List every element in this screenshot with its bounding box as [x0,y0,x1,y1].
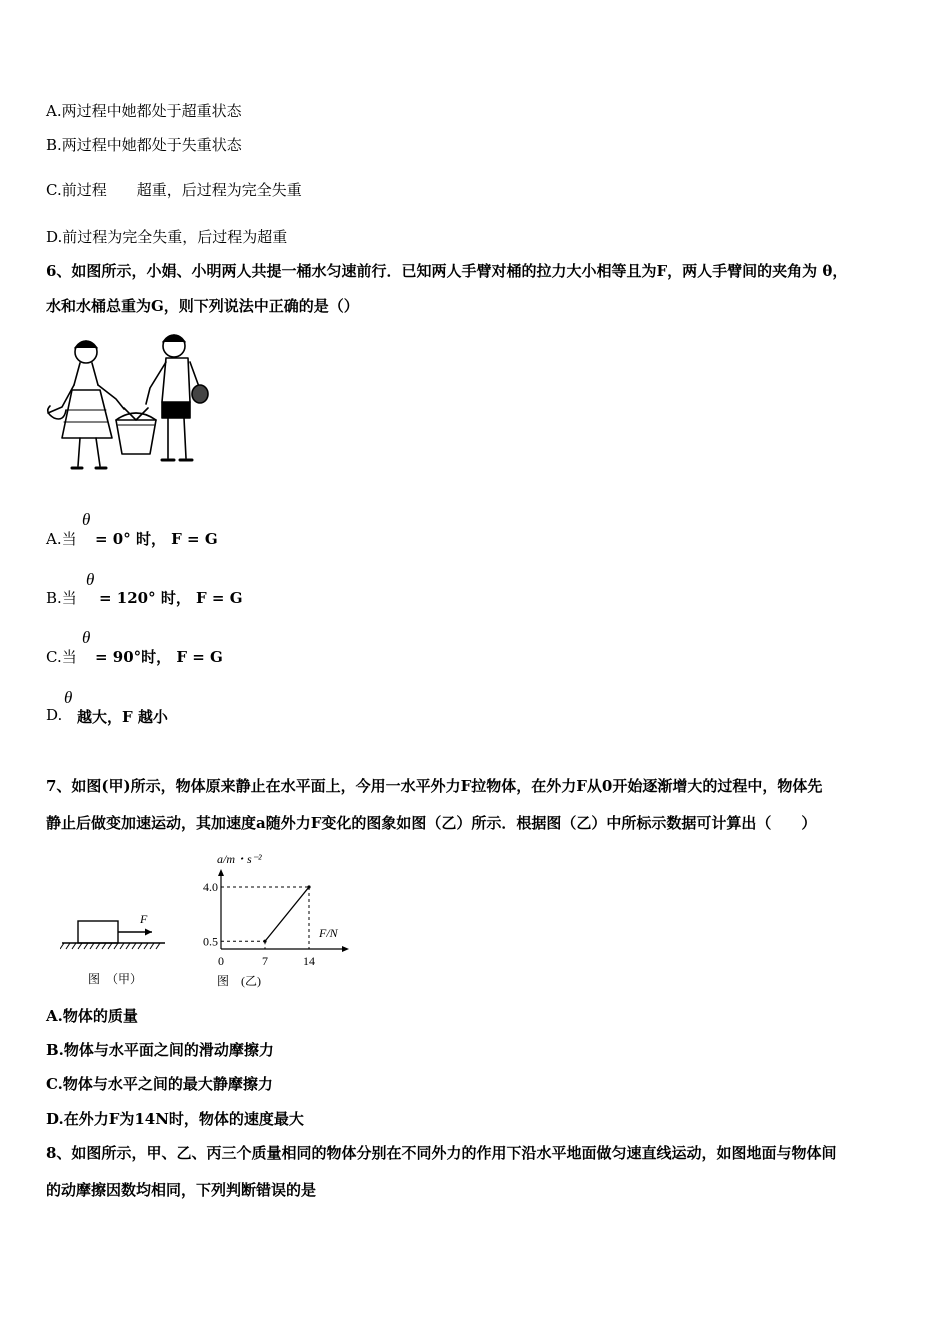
q7-option-c: C.物体与水平之间的最大静摩擦力 [46,1075,273,1093]
q5-option-d: D.前过程为完全失重，后过程为超重 [46,228,288,246]
force-label: F [140,912,148,926]
data-line [265,887,309,941]
q7-figure-jia [60,905,170,990]
q6-option-d-theta: θ [64,688,73,707]
x-tick-label: 14 [303,954,315,968]
q6-option-d-text: 越大，F 越小 [77,708,168,726]
q6-children-bucket-illustration [44,330,212,485]
q6-option-a-theta: θ [82,510,91,529]
q7-stem-line2: 静止后做变加速运动，其加速度a随外力F变化的图象如图（乙）所示．根据图（乙）中所标示数据可计算出（ ） [46,814,817,832]
q6-option-a-text: = 0° 时， F = G [95,530,218,548]
q8-stem-line1: 8、如图所示，甲、乙、丙三个质量相同的物体分别在不同外力的作用下沿水平地面做匀速直线运动，如图地面与物体间 [46,1144,837,1162]
y-axis-label: a/m・s⁻² [217,852,262,866]
y-tick-label: 4.0 [203,880,218,894]
fig-yi-caption: 图 (乙) [217,974,261,988]
x-axis-label: F/N [319,926,338,940]
q5-option-b: B.两过程中她都处于失重状态 [46,136,242,154]
q7-figure-yi-chart [195,845,355,993]
q6-option-b-text: = 120° 时， F = G [99,589,243,607]
q7-stem-line1: 7、如图(甲)所示，物体原来静止在水平面上，今用一水平外力F拉物体，在外力F从0开始逐渐增大的过程中，物体先 [46,777,823,795]
x-tick-label: 0 [218,954,224,968]
q7-option-b: B.物体与水平面之间的滑动摩擦力 [46,1041,274,1059]
q6-option-b-prefix: B.当 [46,589,77,607]
q6-stem-line2: 水和水桶总重为G，则下列说法中正确的是（） [46,297,359,315]
y-tick-label: 0.5 [203,934,218,949]
q5-option-a: A.两过程中她都处于超重状态 [46,102,242,120]
data-point [263,940,266,943]
q6-option-c-text: = 90°时， F = G [95,648,223,666]
x-tick-label: 7 [262,954,268,968]
q6-option-c-theta: θ [82,628,91,647]
q5-option-c: C.前过程 超重，后过程为完全失重 [46,181,302,199]
q7-option-a: A.物体的质量 [46,1007,138,1025]
block [78,921,118,943]
q6-option-b-theta: θ [86,570,95,589]
q6-option-d-prefix: D. [46,706,63,724]
q6-option-c-prefix: C.当 [46,648,77,666]
q7-option-d: D.在外力F为14N时，物体的速度最大 [46,1110,304,1128]
q8-stem-line2: 的动摩擦因数均相同，下列判断错误的是 [46,1181,317,1199]
fig-jia-caption: 图 （甲） [88,972,143,986]
q6-option-a-prefix: A.当 [46,530,77,548]
q6-stem-line1: 6、如图所示，小娟、小明两人共提一桶水匀速前行．已知两人手臂对桶的拉力大小相等且为F，两人手臂间的夹角为 θ， [46,262,848,280]
data-point [307,885,310,888]
